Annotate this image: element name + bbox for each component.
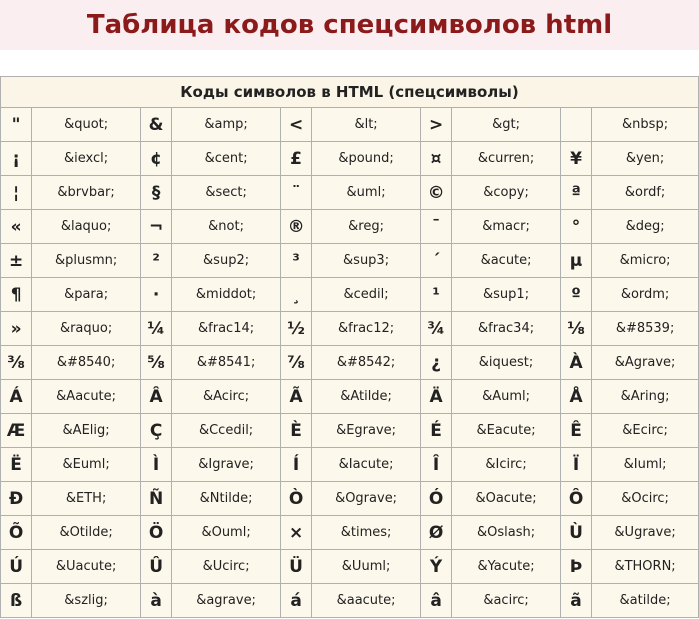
entity-code-cell: &Aring; — [592, 380, 699, 414]
symbol-cell: Á — [1, 380, 32, 414]
symbol-cell: « — [1, 210, 32, 244]
symbol-cell: Ü — [280, 550, 311, 584]
entity-code-cell: &acute; — [452, 244, 561, 278]
entity-code-cell: &Iuml; — [592, 448, 699, 482]
entity-code-cell: &frac34; — [452, 312, 561, 346]
symbol-cell: & — [140, 108, 171, 142]
entity-code-cell: &sup2; — [172, 244, 281, 278]
symbol-cell: < — [280, 108, 311, 142]
symbol-cell: ⅛ — [560, 312, 591, 346]
table-row — [1, 482, 699, 516]
symbol-cell: Ð — [1, 482, 32, 516]
entity-code-cell: &Ugrave; — [592, 516, 699, 550]
symbol-cell: ´ — [420, 244, 451, 278]
symbol-cell: ¹ — [420, 278, 451, 312]
entity-code-cell: &ordm; — [592, 278, 699, 312]
symbol-cell: Ô — [560, 482, 591, 516]
entity-code-cell: &Igrave; — [172, 448, 281, 482]
symbol-cell: ¨ — [280, 176, 311, 210]
symbol-cell: Î — [420, 448, 451, 482]
entity-code-cell: &uml; — [312, 176, 421, 210]
entity-code-cell: &copy; — [452, 176, 561, 210]
symbol-cell: ⅜ — [1, 346, 32, 380]
symbol-cell: Ê — [560, 414, 591, 448]
symbol-cell: Ù — [560, 516, 591, 550]
entity-code-cell: &iquest; — [452, 346, 561, 380]
symbol-cell: Ç — [140, 414, 171, 448]
entity-code-cell: &reg; — [312, 210, 421, 244]
symbol-cell: Õ — [1, 516, 32, 550]
entity-code-cell: &acirc; — [452, 584, 561, 618]
entity-code-cell: &Ouml; — [172, 516, 281, 550]
symbol-cell: ¥ — [560, 142, 591, 176]
entity-code-cell: &Ecirc; — [592, 414, 699, 448]
entity-code-cell: &quot; — [32, 108, 141, 142]
html-entities-table — [0, 76, 699, 618]
symbol-cell: ¢ — [140, 142, 171, 176]
symbol-cell: Ë — [1, 448, 32, 482]
symbol-cell: Ó — [420, 482, 451, 516]
table-row — [1, 346, 699, 380]
entity-code-cell: &Auml; — [452, 380, 561, 414]
entity-code-cell: &micro; — [592, 244, 699, 278]
entity-code-cell: &Eacute; — [452, 414, 561, 448]
symbol-cell: È — [280, 414, 311, 448]
entity-code-cell: &Oacute; — [452, 482, 561, 516]
entity-code-cell: &atilde; — [592, 584, 699, 618]
entity-code-cell: &not; — [172, 210, 281, 244]
entity-code-cell: &aacute; — [312, 584, 421, 618]
symbol-cell: Û — [140, 550, 171, 584]
entity-code-cell: &cent; — [172, 142, 281, 176]
table-row — [1, 584, 699, 618]
entity-code-cell: &raquo; — [32, 312, 141, 346]
symbol-cell: » — [1, 312, 32, 346]
entity-code-cell: &szlig; — [32, 584, 141, 618]
entity-code-cell: &Ocirc; — [592, 482, 699, 516]
symbol-cell: Ò — [280, 482, 311, 516]
entity-code-cell: &frac12; — [312, 312, 421, 346]
entity-code-cell: &ordf; — [592, 176, 699, 210]
entity-code-cell: &Egrave; — [312, 414, 421, 448]
table-row — [1, 448, 699, 482]
entity-code-cell: &Oslash; — [452, 516, 561, 550]
entity-code-cell: &THORN; — [592, 550, 699, 584]
entity-code-cell: &sect; — [172, 176, 281, 210]
entity-code-cell: &plusmn; — [32, 244, 141, 278]
symbol-cell: à — [140, 584, 171, 618]
symbol-cell: ¦ — [1, 176, 32, 210]
entity-code-cell: &Ccedil; — [172, 414, 281, 448]
table-row — [1, 142, 699, 176]
symbol-cell: § — [140, 176, 171, 210]
symbol-cell: · — [140, 278, 171, 312]
entity-code-cell: &Icirc; — [452, 448, 561, 482]
symbol-cell: ¾ — [420, 312, 451, 346]
symbol-cell: Ñ — [140, 482, 171, 516]
symbol-cell: ± — [1, 244, 32, 278]
symbol-cell: ¡ — [1, 142, 32, 176]
entity-code-cell: &nbsp; — [592, 108, 699, 142]
entity-code-cell: &Ograve; — [312, 482, 421, 516]
entity-code-cell: &sup3; — [312, 244, 421, 278]
entity-code-cell: &Uacute; — [32, 550, 141, 584]
symbol-cell: á — [280, 584, 311, 618]
symbol-cell: £ — [280, 142, 311, 176]
entity-code-cell: &#8539; — [592, 312, 699, 346]
entity-code-cell: &curren; — [452, 142, 561, 176]
entity-code-cell: &sup1; — [452, 278, 561, 312]
entity-code-cell: &Uuml; — [312, 550, 421, 584]
symbol-cell: É — [420, 414, 451, 448]
entity-code-cell: &middot; — [172, 278, 281, 312]
entity-code-cell: &#8540; — [32, 346, 141, 380]
symbol-cell: © — [420, 176, 451, 210]
symbol-cell: Ì — [140, 448, 171, 482]
symbol-cell: Æ — [1, 414, 32, 448]
entity-code-cell: &Atilde; — [312, 380, 421, 414]
symbol-cell: Ö — [140, 516, 171, 550]
entity-code-cell: &Acirc; — [172, 380, 281, 414]
entity-code-cell: &cedil; — [312, 278, 421, 312]
entity-code-cell: &frac14; — [172, 312, 281, 346]
entity-code-cell: &Iacute; — [312, 448, 421, 482]
table-row — [1, 108, 699, 142]
table-row — [1, 210, 699, 244]
entity-code-cell: &para; — [32, 278, 141, 312]
symbol-cell: ® — [280, 210, 311, 244]
symbol-cell: ² — [140, 244, 171, 278]
symbol-cell: ¶ — [1, 278, 32, 312]
table-row — [1, 244, 699, 278]
table-row — [1, 516, 699, 550]
entity-code-cell: &Agrave; — [592, 346, 699, 380]
entity-code-cell: &pound; — [312, 142, 421, 176]
entity-code-cell: &deg; — [592, 210, 699, 244]
entity-code-cell: &Ucirc; — [172, 550, 281, 584]
symbol-cell: ¼ — [140, 312, 171, 346]
entity-code-cell: &brvbar; — [32, 176, 141, 210]
symbol-cell: Â — [140, 380, 171, 414]
symbol-cell: > — [420, 108, 451, 142]
entity-code-cell: &agrave; — [172, 584, 281, 618]
symbol-cell: Í — [280, 448, 311, 482]
table-row — [1, 176, 699, 210]
symbol-cell: ß — [1, 584, 32, 618]
entity-code-cell: &yen; — [592, 142, 699, 176]
symbol-cell: ¤ — [420, 142, 451, 176]
symbol-cell: ¯ — [420, 210, 451, 244]
symbol-cell: × — [280, 516, 311, 550]
entity-code-cell: &#8541; — [172, 346, 281, 380]
entity-code-cell: &times; — [312, 516, 421, 550]
symbol-cell: ¿ — [420, 346, 451, 380]
table-row — [1, 380, 699, 414]
symbol-cell: µ — [560, 244, 591, 278]
entity-code-cell: &Aacute; — [32, 380, 141, 414]
entity-code-cell: &Ntilde; — [172, 482, 281, 516]
symbol-cell: Ý — [420, 550, 451, 584]
symbol-cell — [560, 108, 591, 142]
symbol-cell: ¸ — [280, 278, 311, 312]
symbol-cell: ª — [560, 176, 591, 210]
table-row — [1, 312, 699, 346]
symbol-cell: ³ — [280, 244, 311, 278]
entity-code-cell: &Yacute; — [452, 550, 561, 584]
table-caption: Коды символов в HTML (спецсимволы) — [1, 77, 699, 108]
symbol-cell: Þ — [560, 550, 591, 584]
symbol-cell: ⅝ — [140, 346, 171, 380]
entity-code-cell: &amp; — [172, 108, 281, 142]
entity-code-cell: &Otilde; — [32, 516, 141, 550]
symbol-cell: Ä — [420, 380, 451, 414]
entity-code-cell: &gt; — [452, 108, 561, 142]
symbol-cell: ¬ — [140, 210, 171, 244]
entity-code-cell: &laquo; — [32, 210, 141, 244]
entity-code-cell: &ETH; — [32, 482, 141, 516]
table-row — [1, 550, 699, 584]
symbol-cell: º — [560, 278, 591, 312]
symbol-cell: Å — [560, 380, 591, 414]
page-title: Таблица кодов спецсимволов html — [86, 10, 613, 40]
symbol-cell: ⅞ — [280, 346, 311, 380]
table-body — [1, 108, 699, 618]
entity-code-cell: &lt; — [312, 108, 421, 142]
table-row — [1, 414, 699, 448]
symbol-cell: ° — [560, 210, 591, 244]
symbol-cell: ½ — [280, 312, 311, 346]
entity-code-cell: &macr; — [452, 210, 561, 244]
entity-code-cell: &Euml; — [32, 448, 141, 482]
symbol-cell: Ø — [420, 516, 451, 550]
symbol-cell: Ú — [1, 550, 32, 584]
symbol-cell: â — [420, 584, 451, 618]
symbol-cell: Ã — [280, 380, 311, 414]
symbol-cell: " — [1, 108, 32, 142]
symbol-cell: Ï — [560, 448, 591, 482]
entity-code-cell: &iexcl; — [32, 142, 141, 176]
entity-code-cell: &AElig; — [32, 414, 141, 448]
entity-code-cell: &#8542; — [312, 346, 421, 380]
symbol-cell: ã — [560, 584, 591, 618]
table-row — [1, 278, 699, 312]
symbol-cell: À — [560, 346, 591, 380]
